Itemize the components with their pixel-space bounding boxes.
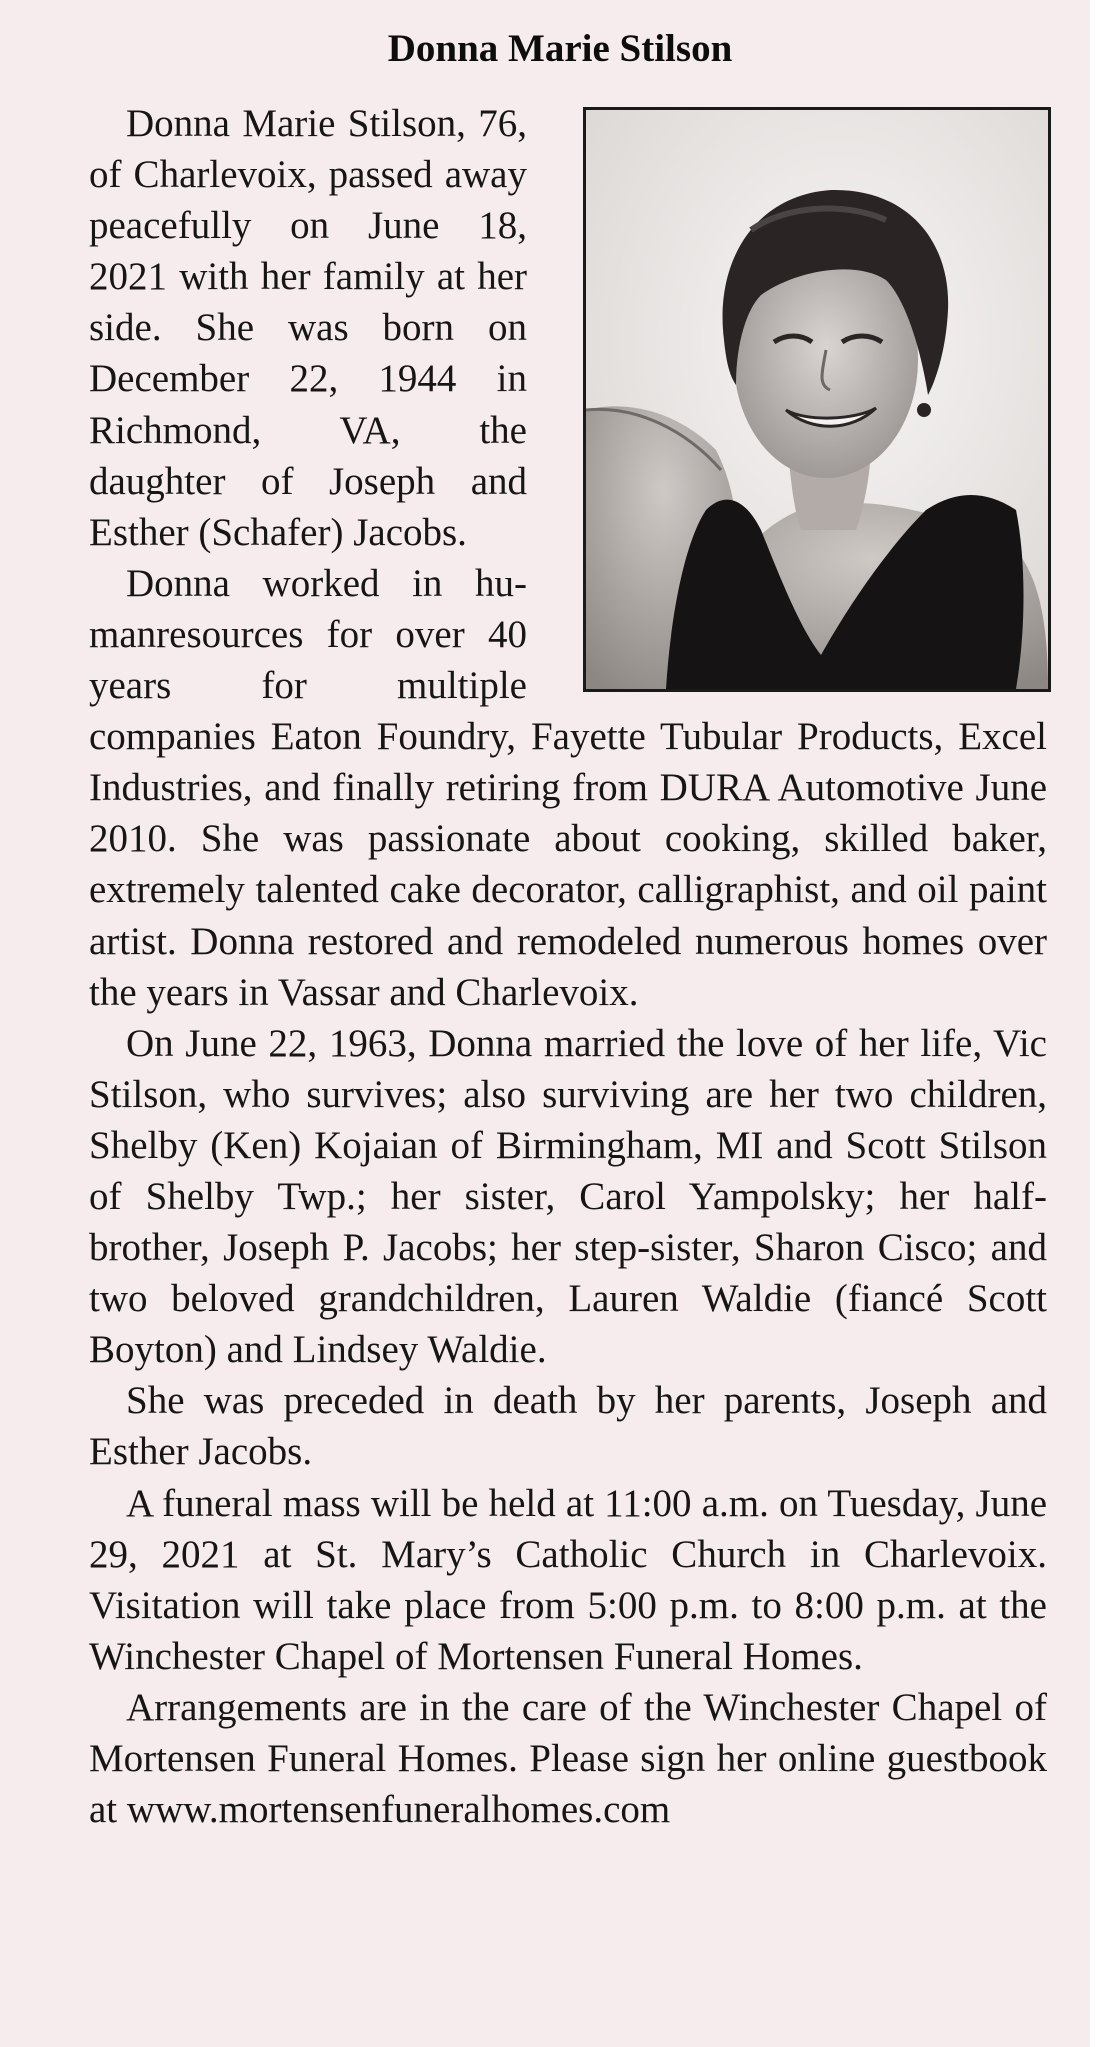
obituary-title: Donna Marie Stilson xyxy=(387,27,733,70)
photo-wrap-spacer xyxy=(527,98,1047,698)
paragraph-services: A funeral mass will be held at 11:00 a.m. on Tuesday, June 29, 2021 at St. Mary’s Catholic Church in Charlevoix. Visitation will take place from 5:00 p.m. to 8:00 p.m. at the Winchester Chapel of Mortensen Funeral Homes. xyxy=(89,1481,1047,1678)
paragraph-career: Donna worked in humanresources for over 40 years for multiple companies Eaton Foundry, Fayette Tubular Products, Excel Industries, and finally retiring from DURA Automotive June 2010. She was passionate about cooking, skilled baker, extremely talented cake decorator, calligraphist, and oil paint artist. Donna restored and remodeled numerous homes over the years in Vassar and Charlevoix. xyxy=(89,561,1047,1014)
obituary-body xyxy=(89,98,1047,1835)
paragraph-biography: Donna Marie Stilson, 76, of Charlevoix, passed away peacefully on June 18, 2021 with her family at her side. She was born on December 22, 1944 in Richmond, VA, the daughter of Joseph and Esther (Schafer) Jacobs. xyxy=(89,102,527,554)
paragraph-preceded: She was preceded in death by her parents, Joseph and Esther Jacobs. xyxy=(89,1379,1047,1474)
paragraph-family: On June 22, 1963, Donna married the love of her life, Vic Stilson, who survives; also surviving are her two children, Shelby (Ken) Kojaian of Birmingham, MI and Scott Stilson of Shelby Twp.; her sister, Carol Yampolsky; her half-brother, Joseph P. Jacobs; her step-sister, Sharon Cisco; and two beloved grandchildren, Lauren Waldie (fiancé Scott Boyton) and Lindsey Waldie. xyxy=(89,1021,1047,1372)
paragraph-arrangements: Arrangements are in the care of the Winchester Chapel of Mortensen Funeral Homes. Please sign her online guestbook at www.mortensenfuneralhomes.com xyxy=(89,1685,1047,1832)
